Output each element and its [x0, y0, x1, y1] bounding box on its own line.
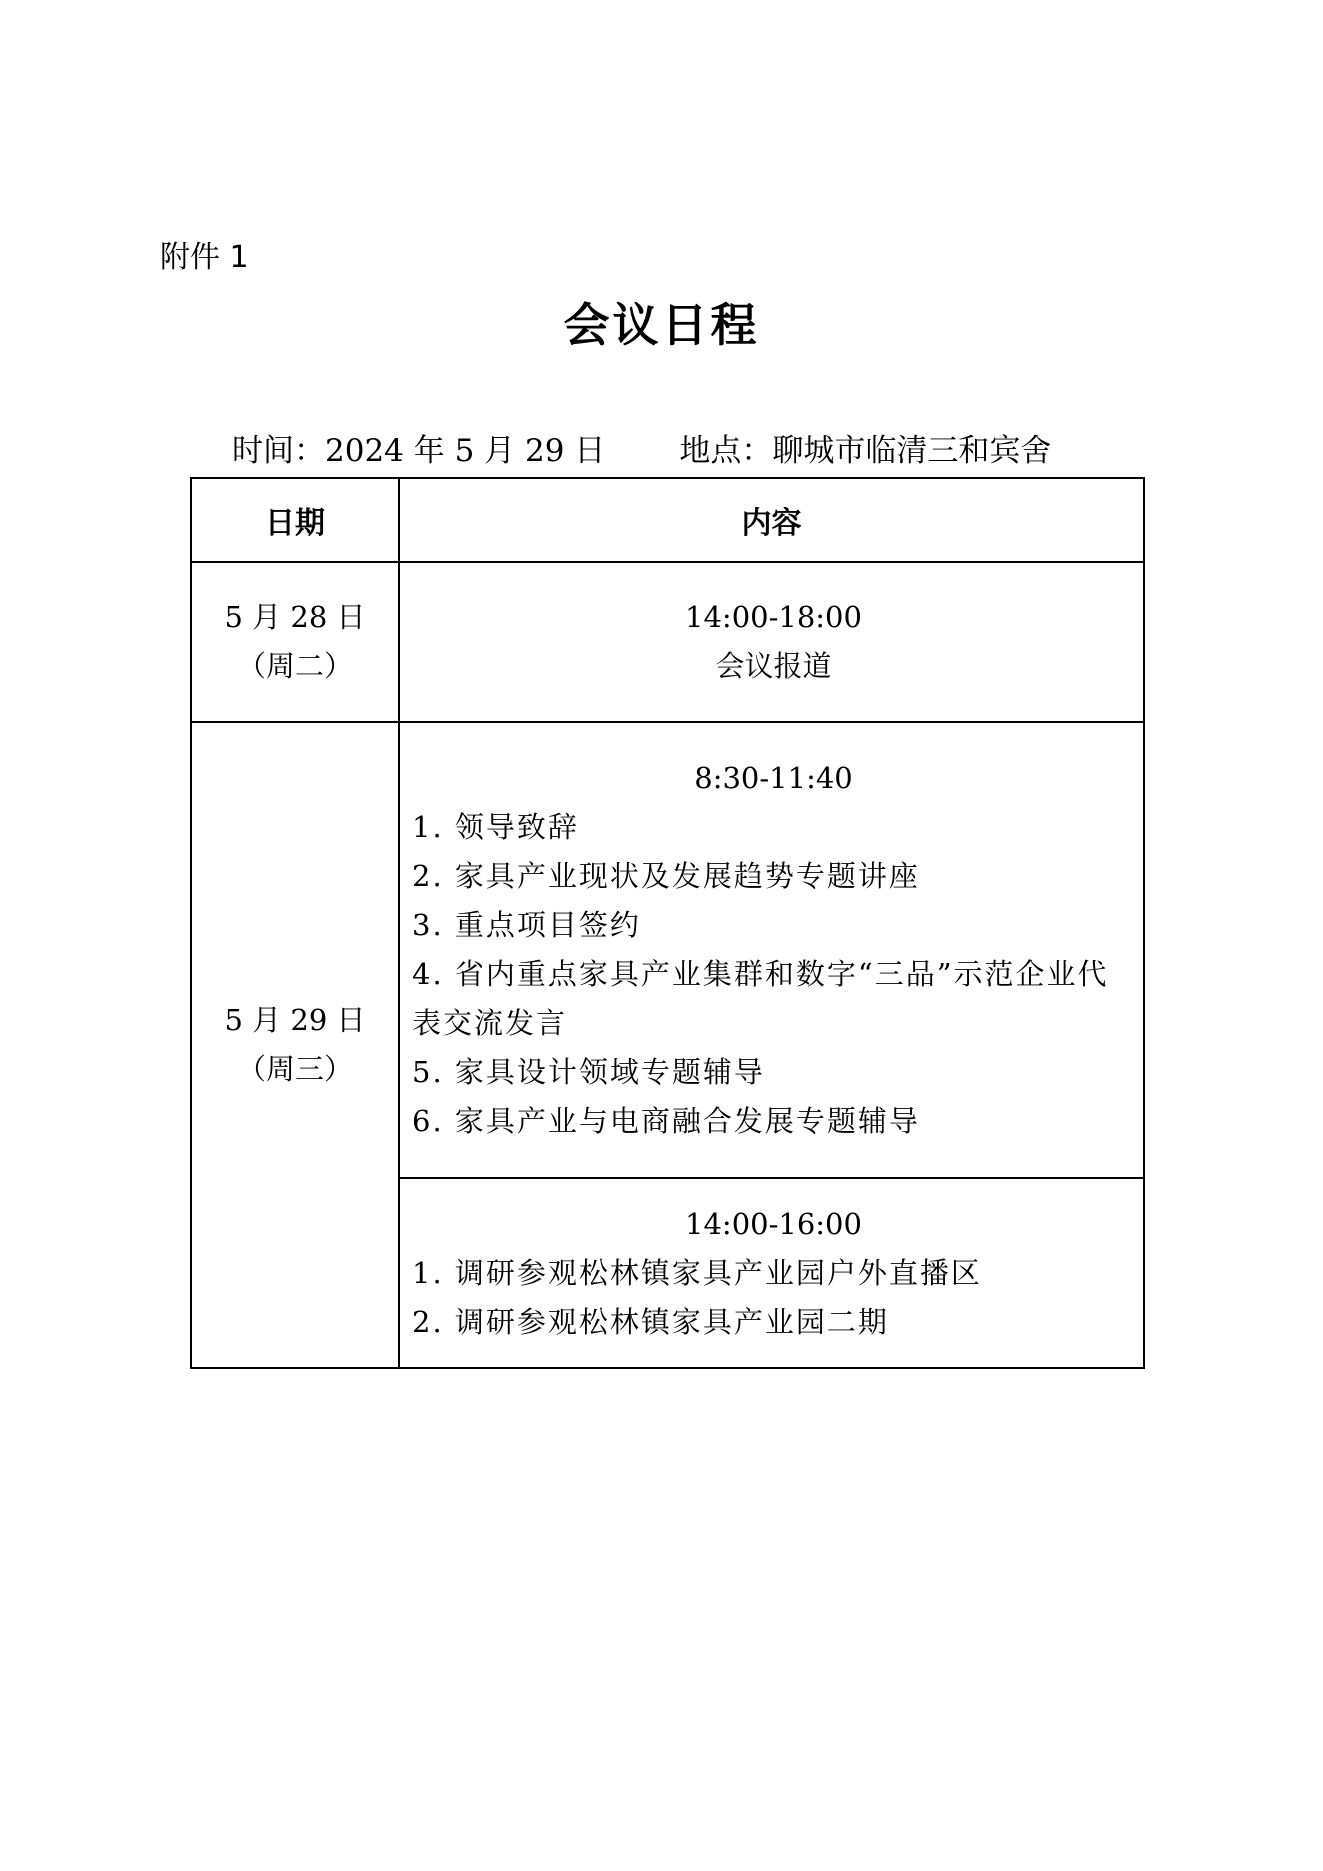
meeting-location: 地点：聊城市临清三和宾舍	[679, 433, 1052, 469]
content-cell	[399, 562, 1144, 722]
meeting-meta	[232, 428, 1051, 474]
session-time: 14:00-18:00	[685, 600, 862, 634]
attachment-label: 附件 1	[160, 240, 249, 275]
row-weekday: （周二）	[236, 649, 353, 683]
session-topic: 会议报道	[715, 649, 832, 683]
agenda-item: 3. 重点项目签约	[412, 908, 641, 942]
header-content: 内容	[399, 478, 1144, 562]
agenda-item: 1. 调研参观松林镇家具产业园户外直播区	[412, 1255, 982, 1290]
page-title: 会议日程	[563, 298, 760, 352]
agenda-item: 5. 家具设计领域专题辅导	[412, 1055, 765, 1089]
agenda-item: 2. 家具产业现状及发展趋势专题讲座	[412, 859, 920, 893]
header-date: 日期	[191, 478, 399, 562]
agenda-item: 4. 省内重点家具产业集群和数字“三品”示范企业代表交流发言	[412, 957, 1109, 1040]
session-time: 14:00-16:00	[685, 1206, 862, 1241]
table-header-row	[191, 478, 1144, 562]
table-row	[191, 562, 1144, 722]
schedule-table	[190, 477, 1145, 1369]
date-cell	[191, 722, 399, 1368]
content-cell	[399, 722, 1144, 1178]
row-date: 5 月 29 日	[224, 1003, 366, 1037]
table-row	[191, 722, 1144, 1178]
agenda-item: 6. 家具产业与电商融合发展专题辅导	[412, 1104, 920, 1138]
agenda-item: 2. 调研参观松林镇家具产业园二期	[412, 1304, 889, 1339]
session-time: 8:30-11:40	[694, 761, 853, 795]
date-cell	[191, 562, 399, 722]
content-cell	[399, 1178, 1144, 1368]
row-date: 5 月 28 日	[224, 600, 366, 634]
meeting-time: 时间：2024 年 5 月 29 日	[232, 433, 606, 469]
row-weekday: （周三）	[236, 1052, 353, 1086]
agenda-item: 1. 领导致辞	[412, 810, 579, 844]
